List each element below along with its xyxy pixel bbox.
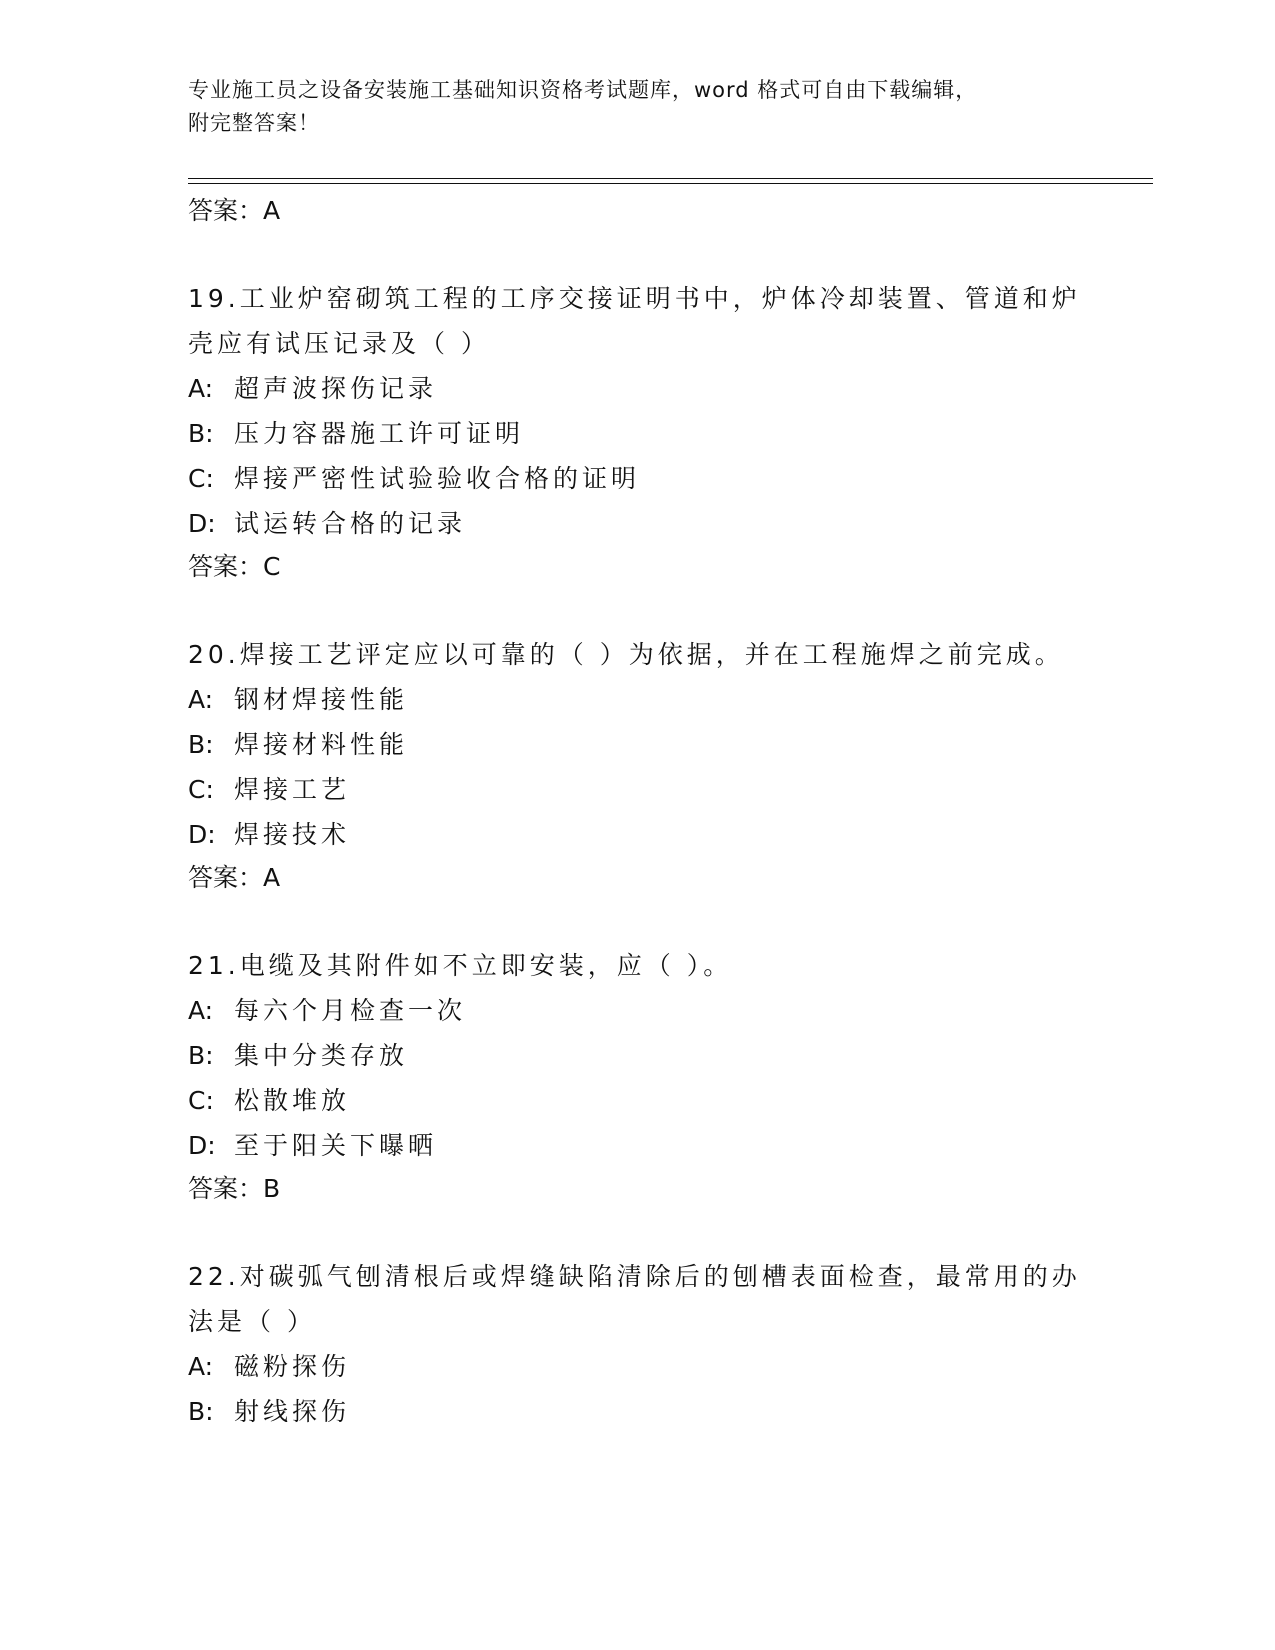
question-22 — [188, 1254, 1088, 1434]
option-letter: C: — [188, 464, 214, 493]
option-text: 试运转合格的记录 — [234, 509, 467, 538]
document-header: 专业施工员之设备安装施工基础知识资格考试题库，word 格式可自由下载编辑， 附完整答案！ — [188, 78, 978, 135]
option-a — [188, 366, 1088, 411]
answer-label: 答案：B — [188, 1174, 281, 1203]
option-text: 射线探伤 — [234, 1397, 351, 1426]
option-b — [188, 1033, 1088, 1078]
option-c — [188, 456, 1088, 501]
option-text: 焊接材料性能 — [234, 730, 409, 759]
option-b — [188, 722, 1088, 767]
option-text: 焊接技术 — [234, 820, 351, 849]
option-letter: C: — [188, 775, 214, 804]
option-text: 焊接工艺 — [234, 775, 351, 804]
answer-label: 答案：A — [188, 863, 281, 892]
option-d — [188, 812, 1088, 857]
option-b — [188, 1389, 1088, 1434]
option-a — [188, 677, 1088, 722]
option-c — [188, 1078, 1088, 1123]
option-letter: A: — [188, 685, 214, 714]
question-stem: 20.焊接工艺评定应以可靠的（ ）为依据，并在工程施焊之前完成。 — [188, 640, 1064, 669]
question-stem: 22.对碳弧气刨清根后或焊缝缺陷清除后的刨槽表面检查，最常用的办法是（ ） — [188, 1262, 1081, 1336]
option-a — [188, 988, 1088, 1033]
question-21 — [188, 943, 1088, 1206]
option-letter: B: — [188, 419, 214, 448]
answer-label: 答案：A — [188, 196, 281, 225]
option-d — [188, 501, 1088, 546]
option-letter: B: — [188, 1397, 214, 1426]
option-text: 钢材焊接性能 — [234, 685, 409, 714]
option-a — [188, 1344, 1088, 1389]
question-stem: 19.工业炉窑砌筑工程的工序交接证明书中，炉体冷却装置、管道和炉壳应有试压记录及（ ） — [188, 284, 1081, 358]
option-text: 集中分类存放 — [234, 1041, 409, 1070]
option-letter: D: — [188, 509, 216, 538]
option-letter: D: — [188, 1131, 216, 1160]
option-letter: B: — [188, 730, 214, 759]
option-text: 至于阳关下曝晒 — [234, 1131, 438, 1160]
option-c — [188, 767, 1088, 812]
question-stem: 21.电缆及其附件如不立即安装，应（ ）。 — [188, 951, 733, 980]
option-text: 超声波探伤记录 — [234, 374, 438, 403]
option-letter: A: — [188, 374, 214, 403]
option-text: 磁粉探伤 — [234, 1352, 351, 1381]
header-rule-top — [188, 178, 1153, 179]
option-list — [188, 677, 1088, 857]
option-text: 松散堆放 — [234, 1086, 351, 1115]
option-text: 每六个月检查一次 — [234, 996, 467, 1025]
question-20 — [188, 632, 1088, 895]
option-list — [188, 988, 1088, 1168]
option-letter: A: — [188, 996, 214, 1025]
option-letter: B: — [188, 1041, 214, 1070]
option-text: 压力容器施工许可证明 — [234, 419, 525, 448]
option-d — [188, 1123, 1088, 1168]
answer-label: 答案：C — [188, 552, 281, 581]
option-letter: D: — [188, 820, 216, 849]
option-list — [188, 1344, 1088, 1434]
question-list — [188, 190, 1088, 1434]
option-text: 焊接严密性试验验收合格的证明 — [234, 464, 641, 493]
option-list — [188, 366, 1088, 546]
option-letter: C: — [188, 1086, 214, 1115]
header-rule-bottom — [188, 183, 1153, 184]
option-letter: A: — [188, 1352, 214, 1381]
option-b — [188, 411, 1088, 456]
question-19 — [188, 276, 1088, 584]
